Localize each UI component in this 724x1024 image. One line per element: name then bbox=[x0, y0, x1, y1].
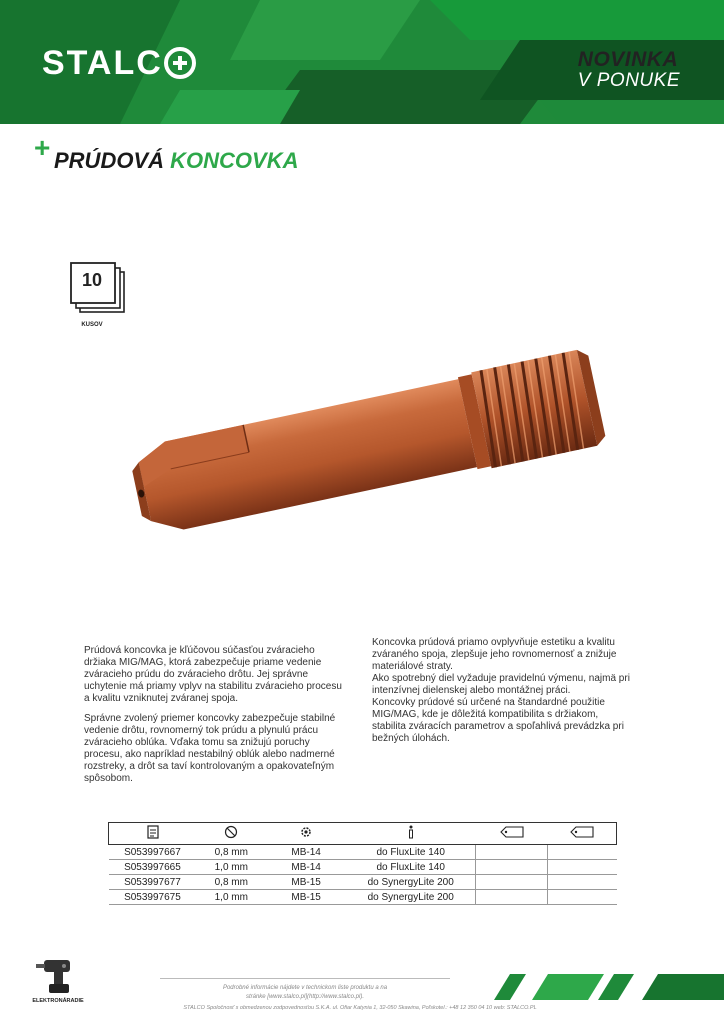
cell-price bbox=[548, 875, 617, 890]
cell-diameter: 1,0 mm bbox=[196, 860, 266, 875]
category-label: ELEKTRONÁRADIE bbox=[32, 998, 84, 1004]
logo-plus-icon bbox=[164, 47, 196, 79]
cell-price bbox=[548, 845, 617, 860]
power-drill-icon bbox=[34, 956, 78, 996]
gear-icon bbox=[266, 823, 346, 845]
cell-diameter: 0,8 mm bbox=[196, 845, 266, 860]
cell-product-code: S053997677 bbox=[109, 875, 197, 890]
cell-type: MB-15 bbox=[266, 890, 346, 905]
description-right bbox=[372, 637, 634, 745]
footer-info-line1: Podrobné informácie nájdete v technickom liste produktu a na bbox=[222, 985, 388, 991]
title-part1: PRÚDOVÁ bbox=[54, 148, 165, 173]
description-paragraph: Správne zvolený priemer koncovky zabezpečuje stabilné vedenie drôtu, rovnomerný tok prúdu a plynulú prácu zváracieho oblúka. Vďaka tomu sa znižujú poruchy procesu, ako napríklad nestabilný oblúk alebo nadmerné rozstreky, a drôt sa taví kontrolovaným a opakovateľným spôsobom. bbox=[84, 713, 336, 784]
price-tag-icon bbox=[476, 823, 548, 845]
cell-product-code: S053997675 bbox=[109, 890, 197, 905]
product-title bbox=[54, 148, 298, 174]
cell-type: MB-14 bbox=[266, 860, 346, 875]
cell-compatibility: do FluxLite 140 bbox=[346, 845, 476, 860]
cell-price bbox=[548, 890, 617, 905]
spec-table-header bbox=[109, 823, 617, 845]
price-tag-icon bbox=[548, 823, 617, 845]
footer-stripes bbox=[474, 974, 724, 1000]
cell-compatibility: do SynergyLite 200 bbox=[346, 890, 476, 905]
cell-compatibility: do SynergyLite 200 bbox=[346, 875, 476, 890]
cell-price bbox=[476, 890, 548, 905]
description-left bbox=[84, 645, 342, 793]
cell-product-code: S053997665 bbox=[109, 860, 197, 875]
cell-price bbox=[476, 875, 548, 890]
title-plus-icon: + bbox=[34, 132, 51, 163]
cell-price bbox=[476, 845, 548, 860]
cell-diameter: 1,0 mm bbox=[196, 890, 266, 905]
cell-price bbox=[548, 860, 617, 875]
contact-tip-image bbox=[110, 300, 620, 590]
table-row bbox=[109, 875, 617, 890]
title-part2: KONCOVKA bbox=[170, 148, 299, 173]
table-row bbox=[109, 890, 617, 905]
description-paragraph: Prúdová koncovka je kľúčovou súčasťou zváracieho držiaka MIG/MAG, ktorá zabezpečuje priame vedenie zváracieho prúdu do zváracieho drôtu. Jej správne uchytenie má priamy vplyv na stabilitu zváracieho procesu a kvalitu vzniknutej zváranej spoja. bbox=[84, 645, 342, 704]
table-row bbox=[109, 845, 617, 860]
table-row bbox=[109, 860, 617, 875]
description-paragraph: Koncovky prúdové sú určené na štandardné použitie MIG/MAG, kde je dôležitá kompatibilita s držiakom, stabilita zváracích parametrov a spoľahlivá prevádzka pri bežných úlohách. bbox=[372, 697, 624, 744]
cell-price bbox=[476, 860, 548, 875]
description-paragraph: Ako spotrebný diel vyžaduje pravidelnú výmenu, najmä pri intenzívnej dielenskej alebo montážnej práci. bbox=[372, 673, 630, 696]
cell-type: MB-14 bbox=[266, 845, 346, 860]
footer-legal: STALCO Spoločnosť s obmedzenou zodpovednosťou S.K.A. ul. Ofiar Katynia 1, 32-050 Skawina, Poľskotel.: +48 12 350 04 10 web: STALCO.PL bbox=[183, 1005, 537, 1011]
badge-line1: NOVINKA bbox=[577, 48, 679, 71]
footer-info-line2: stránke [www.stalco.pl](http://www.stalco.pl). bbox=[245, 994, 365, 1000]
footer-info bbox=[160, 984, 450, 1002]
quantity-value: 10 bbox=[81, 270, 103, 290]
quantity-label: KUSOV bbox=[81, 322, 103, 328]
cell-type: MB-15 bbox=[266, 875, 346, 890]
badge-line2: V PONUKE bbox=[577, 70, 680, 91]
description-paragraph: Koncovka prúdová priamo ovplyvňuje estetiku a kvalitu zváraného spoja, zlepšuje jeho rovnomernosť a znižuje materiálové straty. bbox=[372, 637, 617, 672]
cell-diameter: 0,8 mm bbox=[196, 875, 266, 890]
info-icon bbox=[346, 823, 476, 845]
product-image bbox=[110, 300, 620, 590]
header-banner bbox=[0, 0, 724, 124]
cell-product-code: S053997667 bbox=[109, 845, 197, 860]
diameter-icon bbox=[196, 823, 266, 845]
spec-table bbox=[108, 822, 617, 905]
footer-divider bbox=[160, 978, 450, 979]
document-icon bbox=[109, 823, 197, 845]
new-in-offer-badge bbox=[578, 48, 680, 92]
cell-compatibility: do FluxLite 140 bbox=[346, 860, 476, 875]
stalco-logo: STALC bbox=[42, 44, 196, 83]
